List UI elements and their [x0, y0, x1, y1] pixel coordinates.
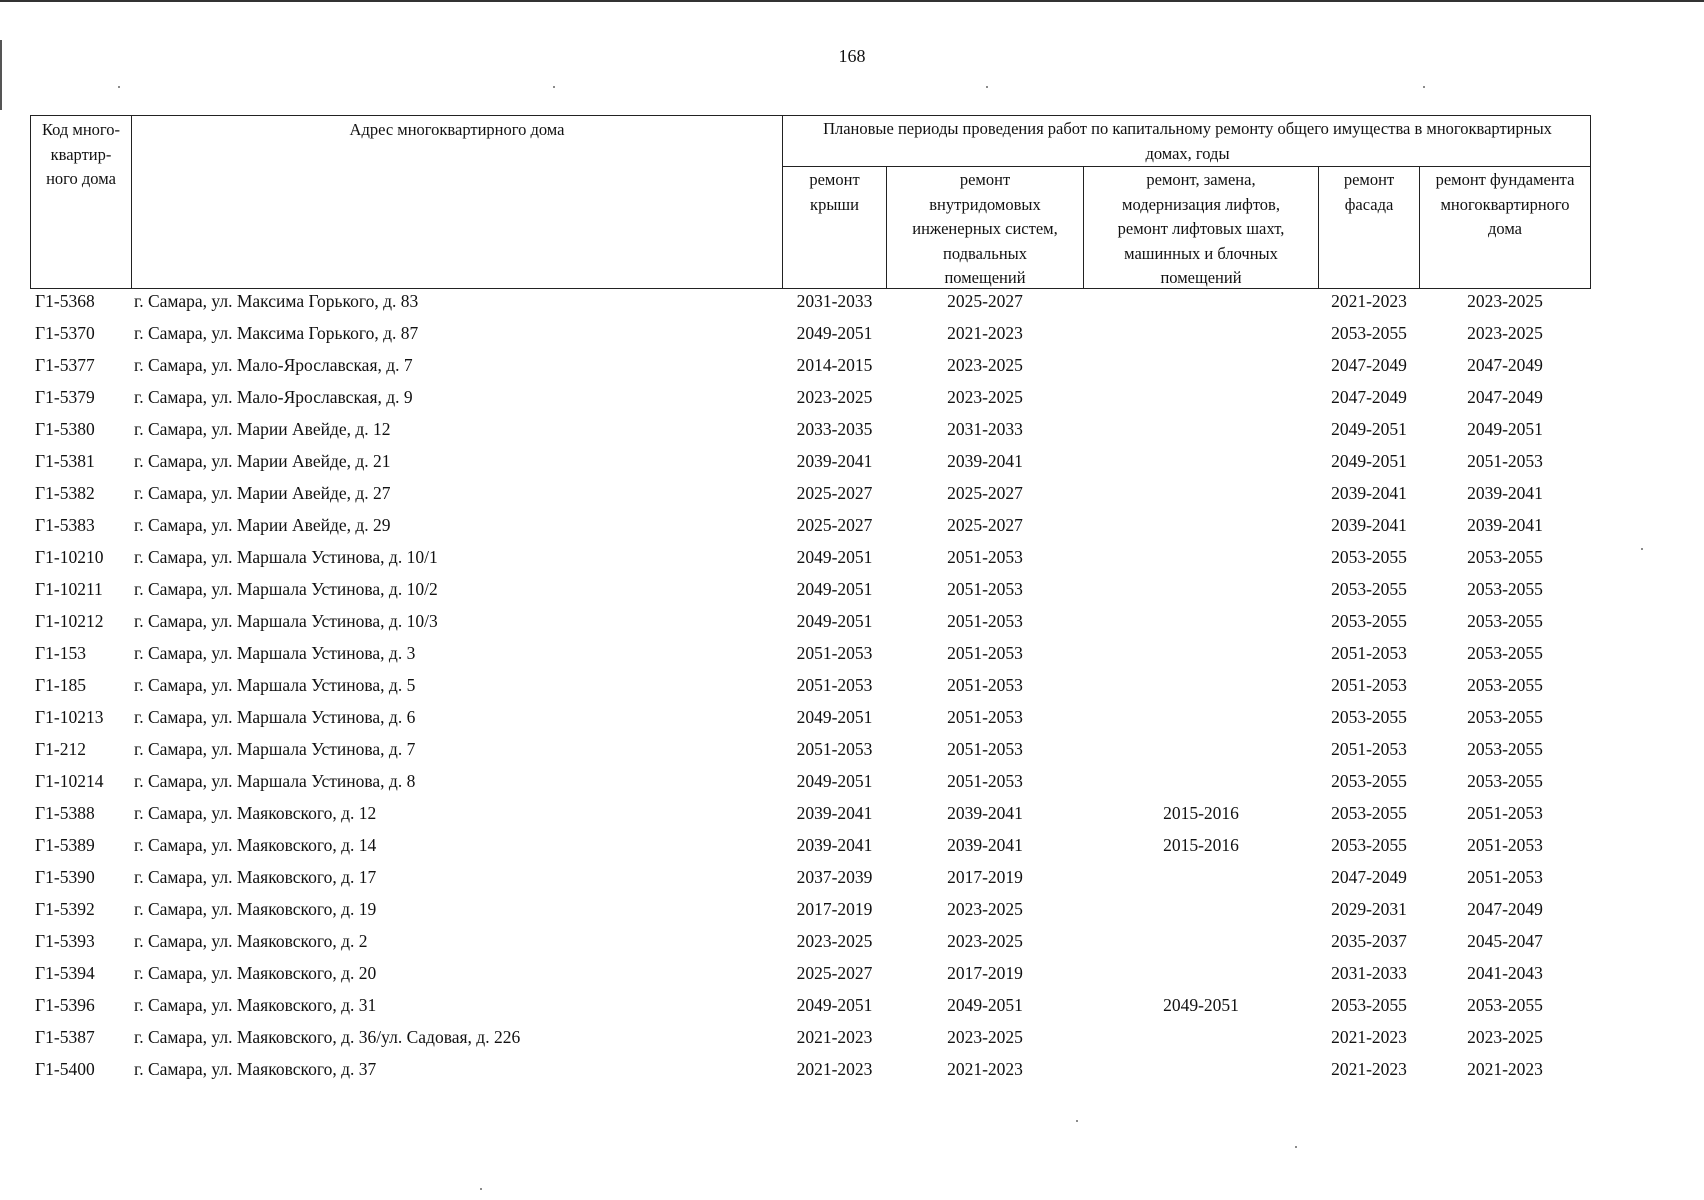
header-cell-foundation	[1419, 166, 1591, 289]
row-roof: 2025-2027	[796, 515, 873, 535]
table-row	[0, 705, 1704, 737]
top-rule	[0, 0, 1704, 2]
header-cell-address	[131, 115, 783, 289]
header-facade-label: ремонт фасада	[1343, 170, 1395, 214]
row-roof: 2031-2033	[796, 291, 873, 311]
row-engineering: 2021-2023	[947, 1059, 1023, 1079]
row-foundation: 2053-2055	[1467, 995, 1543, 1015]
row-foundation: 2051-2053	[1467, 451, 1543, 471]
row-foundation: 2051-2053	[1467, 867, 1543, 887]
row-facade: 2021-2023	[1331, 291, 1407, 311]
row-foundation: 2049-2051	[1467, 419, 1543, 439]
row-facade: 2053-2055	[1331, 323, 1407, 343]
row-address: г. Самара, ул. Марии Авейде, д. 29	[134, 515, 391, 535]
row-engineering: 2021-2023	[947, 323, 1023, 343]
table-row	[0, 577, 1704, 609]
row-engineering: 2025-2027	[947, 483, 1023, 503]
row-facade: 2047-2049	[1331, 355, 1407, 375]
header-cell-lifts	[1083, 166, 1319, 289]
row-address: г. Самара, ул. Маяковского, д. 12	[134, 803, 377, 823]
table-row	[0, 641, 1704, 673]
row-code: Г1-5381	[35, 451, 95, 471]
row-engineering: 2051-2053	[947, 611, 1023, 631]
row-foundation: 2053-2055	[1467, 675, 1543, 695]
row-roof: 2049-2051	[796, 995, 873, 1015]
row-address: г. Самара, ул. Маяковского, д. 19	[134, 899, 377, 919]
table-row	[0, 769, 1704, 801]
row-code: Г1-5388	[35, 803, 95, 823]
row-roof: 2014-2015	[796, 355, 873, 375]
row-code: Г1-185	[35, 675, 86, 695]
row-address: г. Самара, ул. Маршала Устинова, д. 8	[134, 771, 416, 791]
row-roof: 2023-2025	[796, 387, 873, 407]
header-periods-label: Плановые периоды проведения работ по капитальному ремонту общего имущества в многоквартирных домах, годы	[823, 119, 1552, 163]
row-address: г. Самара, ул. Маршала Устинова, д. 3	[134, 643, 416, 663]
row-foundation: 2039-2041	[1467, 515, 1543, 535]
row-facade: 2051-2053	[1331, 739, 1407, 759]
row-address: г. Самара, ул. Максима Горького, д. 83	[134, 291, 419, 311]
row-code: Г1-10211	[35, 579, 103, 599]
row-engineering: 2051-2053	[947, 707, 1023, 727]
row-foundation: 2045-2047	[1467, 931, 1543, 951]
row-foundation: 2051-2053	[1467, 803, 1543, 823]
row-roof: 2021-2023	[796, 1027, 873, 1047]
table-row	[0, 321, 1704, 353]
row-roof: 2049-2051	[796, 579, 873, 599]
row-lifts: 2015-2016	[1163, 803, 1239, 823]
row-foundation: 2023-2025	[1467, 291, 1543, 311]
row-facade: 2051-2053	[1331, 675, 1407, 695]
scan-speck	[118, 86, 120, 88]
row-foundation: 2023-2025	[1467, 1027, 1543, 1047]
row-foundation: 2047-2049	[1467, 387, 1543, 407]
row-roof: 2039-2041	[796, 835, 873, 855]
row-roof: 2039-2041	[796, 803, 873, 823]
row-facade: 2029-2031	[1331, 899, 1407, 919]
row-code: Г1-212	[35, 739, 86, 759]
row-facade: 2051-2053	[1331, 643, 1407, 663]
row-facade: 2039-2041	[1331, 483, 1407, 503]
header-lifts-label: ремонт, замена, модернизация лифтов, ремонт лифтовых шахт, машинных и блочных помещений	[1117, 170, 1285, 287]
row-roof: 2049-2051	[796, 323, 873, 343]
row-code: Г1-5400	[35, 1059, 95, 1079]
row-facade: 2053-2055	[1331, 803, 1407, 823]
row-address: г. Самара, ул. Маяковского, д. 31	[134, 995, 377, 1015]
row-foundation: 2053-2055	[1467, 611, 1543, 631]
row-engineering: 2017-2019	[947, 963, 1023, 983]
row-foundation: 2023-2025	[1467, 323, 1543, 343]
row-facade: 2049-2051	[1331, 419, 1407, 439]
row-code: Г1-10212	[35, 611, 104, 631]
table-row	[0, 673, 1704, 705]
scan-speck	[1423, 86, 1425, 88]
row-foundation: 2051-2053	[1467, 835, 1543, 855]
page-number: 168	[838, 46, 866, 66]
scan-speck	[1076, 1120, 1078, 1122]
row-code: Г1-5396	[35, 995, 95, 1015]
row-facade: 2053-2055	[1331, 611, 1407, 631]
row-roof: 2025-2027	[796, 963, 873, 983]
row-address: г. Самара, ул. Маршала Устинова, д. 10/3	[134, 611, 438, 631]
row-address: г. Самара, ул. Маршала Устинова, д. 7	[134, 739, 416, 759]
table-row	[0, 865, 1704, 897]
row-address: г. Самара, ул. Маршала Устинова, д. 10/1	[134, 547, 438, 567]
row-foundation: 2053-2055	[1467, 579, 1543, 599]
table-row	[0, 385, 1704, 417]
row-facade: 2053-2055	[1331, 771, 1407, 791]
row-address: г. Самара, ул. Мало-Ярославская, д. 7	[134, 355, 413, 375]
table-row	[0, 513, 1704, 545]
header-code-label: Код много- квартир- ного дома	[41, 120, 121, 188]
row-facade: 2035-2037	[1331, 931, 1407, 951]
header-foundation-label: ремонт фундамента многоквартирного дома	[1435, 170, 1575, 238]
row-code: Г1-5393	[35, 931, 95, 951]
row-roof: 2033-2035	[796, 419, 873, 439]
row-engineering: 2025-2027	[947, 291, 1023, 311]
row-code: Г1-5368	[35, 291, 95, 311]
row-address: г. Самара, ул. Максима Горького, д. 87	[134, 323, 419, 343]
row-code: Г1-5383	[35, 515, 95, 535]
header-roof-label: ремонт крыши	[809, 170, 860, 214]
row-roof: 2037-2039	[796, 867, 873, 887]
table-row	[0, 481, 1704, 513]
row-code: Г1-5370	[35, 323, 95, 343]
row-roof: 2025-2027	[796, 483, 873, 503]
row-facade: 2053-2055	[1331, 835, 1407, 855]
row-roof: 2051-2053	[796, 675, 873, 695]
header-address-label: Адрес многоквартирного дома	[349, 120, 565, 139]
row-roof: 2023-2025	[796, 931, 873, 951]
row-roof: 2051-2053	[796, 643, 873, 663]
row-facade: 2053-2055	[1331, 547, 1407, 567]
row-facade: 2053-2055	[1331, 579, 1407, 599]
row-code: Г1-5382	[35, 483, 95, 503]
row-engineering: 2039-2041	[947, 803, 1023, 823]
row-address: г. Самара, ул. Марии Авейде, д. 27	[134, 483, 391, 503]
row-foundation: 2053-2055	[1467, 707, 1543, 727]
row-code: Г1-5394	[35, 963, 95, 983]
header-cell-facade	[1318, 166, 1420, 289]
row-engineering: 2051-2053	[947, 579, 1023, 599]
row-address: г. Самара, ул. Марии Авейде, д. 12	[134, 419, 391, 439]
row-code: Г1-5390	[35, 867, 95, 887]
row-facade: 2031-2033	[1331, 963, 1407, 983]
row-roof: 2051-2053	[796, 739, 873, 759]
table-row	[0, 737, 1704, 769]
table-row	[0, 993, 1704, 1025]
scan-speck	[986, 86, 988, 88]
table-row	[0, 1057, 1704, 1089]
row-foundation: 2041-2043	[1467, 963, 1543, 983]
row-facade: 2049-2051	[1331, 451, 1407, 471]
row-lifts: 2049-2051	[1163, 995, 1239, 1015]
row-address: г. Самара, ул. Марии Авейде, д. 21	[134, 451, 391, 471]
row-facade: 2047-2049	[1331, 867, 1407, 887]
table-row	[0, 417, 1704, 449]
table-row	[0, 289, 1704, 321]
row-engineering: 2023-2025	[947, 387, 1023, 407]
row-engineering: 2051-2053	[947, 675, 1023, 695]
row-lifts: 2015-2016	[1163, 835, 1239, 855]
row-facade: 2047-2049	[1331, 387, 1407, 407]
row-engineering: 2023-2025	[947, 355, 1023, 375]
row-foundation: 2053-2055	[1467, 739, 1543, 759]
row-address: г. Самара, ул. Маршала Устинова, д. 5	[134, 675, 416, 695]
row-foundation: 2039-2041	[1467, 483, 1543, 503]
row-address: г. Самара, ул. Маяковского, д. 17	[134, 867, 377, 887]
row-foundation: 2047-2049	[1467, 355, 1543, 375]
scan-speck	[1295, 1146, 1297, 1148]
table-row	[0, 545, 1704, 577]
row-code: Г1-5387	[35, 1027, 95, 1047]
header-engineering-label: ремонт внутридомовых инженерных систем, подвальных помещений	[912, 170, 1058, 287]
row-engineering: 2023-2025	[947, 899, 1023, 919]
row-engineering: 2051-2053	[947, 771, 1023, 791]
row-code: Г1-5379	[35, 387, 95, 407]
table-row	[0, 833, 1704, 865]
row-engineering: 2023-2025	[947, 1027, 1023, 1047]
table-row	[0, 897, 1704, 929]
row-roof: 2049-2051	[796, 707, 873, 727]
row-address: г. Самара, ул. Маяковского, д. 36/ул. Садовая, д. 226	[134, 1027, 521, 1047]
row-address: г. Самара, ул. Маяковского, д. 14	[134, 835, 377, 855]
row-roof: 2049-2051	[796, 547, 873, 567]
row-address: г. Самара, ул. Маяковского, д. 37	[134, 1059, 377, 1079]
row-engineering: 2031-2033	[947, 419, 1023, 439]
row-engineering: 2017-2019	[947, 867, 1023, 887]
scan-speck	[553, 86, 555, 88]
table-row	[0, 1025, 1704, 1057]
row-roof: 2049-2051	[796, 771, 873, 791]
table-row	[0, 801, 1704, 833]
row-foundation: 2053-2055	[1467, 547, 1543, 567]
row-address: г. Самара, ул. Мало-Ярославская, д. 9	[134, 387, 413, 407]
row-facade: 2053-2055	[1331, 995, 1407, 1015]
row-engineering: 2025-2027	[947, 515, 1023, 535]
table-row	[0, 449, 1704, 481]
row-engineering: 2051-2053	[947, 739, 1023, 759]
table-row	[0, 353, 1704, 385]
row-address: г. Самара, ул. Маршала Устинова, д. 6	[134, 707, 416, 727]
row-engineering: 2051-2053	[947, 547, 1023, 567]
header-cell-code	[30, 115, 132, 289]
row-roof: 2049-2051	[796, 611, 873, 631]
row-foundation: 2053-2055	[1467, 771, 1543, 791]
row-foundation: 2021-2023	[1467, 1059, 1543, 1079]
row-code: Г1-10210	[35, 547, 104, 567]
header-cell-roof	[782, 166, 887, 289]
row-address: г. Самара, ул. Маршала Устинова, д. 10/2	[134, 579, 438, 599]
row-engineering: 2039-2041	[947, 835, 1023, 855]
row-address: г. Самара, ул. Маяковского, д. 2	[134, 931, 368, 951]
row-roof: 2039-2041	[796, 451, 873, 471]
header-cell-engineering	[886, 166, 1084, 289]
row-engineering: 2049-2051	[947, 995, 1023, 1015]
header-cell-periods	[782, 115, 1591, 167]
row-code: Г1-5377	[35, 355, 95, 375]
row-facade: 2053-2055	[1331, 707, 1407, 727]
table-row	[0, 609, 1704, 641]
row-facade: 2021-2023	[1331, 1027, 1407, 1047]
row-code: Г1-10213	[35, 707, 104, 727]
row-roof: 2017-2019	[796, 899, 873, 919]
row-code: Г1-5389	[35, 835, 95, 855]
table-row	[0, 961, 1704, 993]
row-facade: 2039-2041	[1331, 515, 1407, 535]
row-engineering: 2023-2025	[947, 931, 1023, 951]
row-engineering: 2039-2041	[947, 451, 1023, 471]
row-foundation: 2053-2055	[1467, 643, 1543, 663]
row-roof: 2021-2023	[796, 1059, 873, 1079]
row-code: Г1-5380	[35, 419, 95, 439]
scan-speck	[480, 1188, 482, 1190]
row-foundation: 2047-2049	[1467, 899, 1543, 919]
row-address: г. Самара, ул. Маяковского, д. 20	[134, 963, 377, 983]
row-code: Г1-10214	[35, 771, 104, 791]
table-row	[0, 929, 1704, 961]
row-code: Г1-153	[35, 643, 86, 663]
row-facade: 2021-2023	[1331, 1059, 1407, 1079]
row-engineering: 2051-2053	[947, 643, 1023, 663]
row-code: Г1-5392	[35, 899, 95, 919]
